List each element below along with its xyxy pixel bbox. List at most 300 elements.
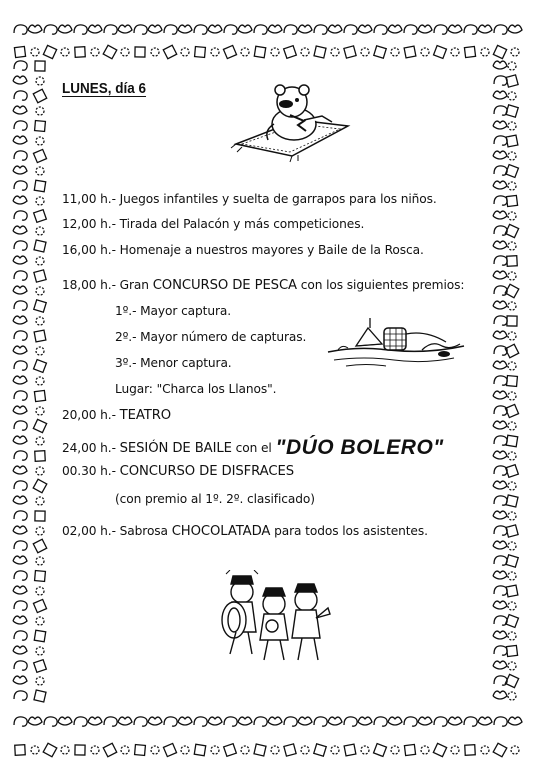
border-ornament — [14, 631, 27, 640]
border-ornament — [34, 240, 46, 252]
border-ornament — [254, 717, 267, 726]
border-ornament — [151, 746, 159, 754]
prize-text: (con premio al 1º. 2º. clasificado) — [115, 492, 315, 506]
border-ornament — [493, 331, 507, 339]
border-ornament — [508, 362, 516, 370]
border-ornament — [493, 391, 507, 399]
border-ornament — [178, 717, 192, 725]
border-ornament — [14, 691, 27, 700]
border-ornament — [36, 377, 44, 385]
border-ornament — [58, 25, 72, 33]
border-ornament — [13, 196, 27, 204]
border-ornament — [506, 585, 518, 597]
border-ornament — [91, 48, 99, 56]
border-ornament — [421, 48, 429, 56]
border-ornament — [181, 48, 189, 56]
border-ornament — [268, 25, 282, 33]
border-ornament — [13, 676, 27, 684]
prize-2 — [115, 330, 306, 344]
border-ornament — [163, 743, 176, 756]
event-text: Tirada del Palacón y más competiciones. — [119, 217, 365, 231]
border-ornament — [374, 46, 386, 58]
border-ornament — [481, 746, 489, 754]
border-ornament — [331, 48, 339, 56]
border-ornament — [13, 646, 27, 654]
border-ornament — [374, 717, 387, 726]
prize-text: 1º.- Mayor captura. — [115, 304, 232, 318]
border-ornament — [61, 746, 69, 754]
border-ornament — [493, 691, 507, 699]
border-ornament — [493, 121, 507, 129]
time: 12,00 h.- — [62, 217, 116, 231]
border-ornament — [238, 25, 252, 33]
border-ornament — [448, 25, 462, 33]
border-ornament — [508, 692, 516, 700]
border-ornament — [13, 406, 27, 414]
border-ornament — [14, 331, 27, 340]
border-ornament — [508, 62, 516, 70]
time: 00.30 h.- — [62, 464, 116, 478]
border-ornament — [134, 717, 147, 726]
border-ornament — [508, 482, 516, 490]
border-ornament — [121, 48, 129, 56]
border-ornament — [33, 479, 47, 493]
border-ornament — [404, 744, 415, 755]
time: 16,00 h.- — [62, 243, 116, 257]
border-ornament — [418, 25, 432, 33]
border-ornament — [88, 717, 102, 725]
border-ornament — [14, 361, 27, 370]
border-ornament — [36, 197, 44, 205]
border-ornament — [508, 632, 516, 640]
border-ornament — [13, 106, 27, 114]
border-ornament — [34, 180, 45, 191]
border-ornament — [361, 746, 369, 754]
border-ornament — [506, 645, 517, 656]
border-ornament — [508, 152, 516, 160]
border-ornament — [361, 48, 369, 56]
border-ornament — [493, 151, 507, 159]
border-ornament — [58, 717, 72, 725]
schedule-line-2 — [62, 217, 364, 231]
border-ornament — [35, 121, 46, 132]
border-ornament — [36, 77, 44, 85]
prize-3 — [115, 356, 232, 370]
border-ornament — [164, 717, 177, 726]
border-ornament — [14, 511, 27, 520]
border-ornament — [388, 25, 402, 33]
border-ornament — [331, 746, 339, 754]
border-ornament — [34, 330, 46, 342]
schedule-line-4 — [62, 278, 464, 293]
border-ornament — [494, 286, 507, 295]
border-ornament — [478, 717, 492, 725]
border-ornament — [344, 25, 357, 34]
border-ornament — [314, 46, 326, 58]
border-ornament — [404, 25, 417, 34]
border-ornament — [34, 270, 46, 282]
border-ornament — [14, 661, 27, 670]
border-ornament — [14, 571, 27, 580]
border-ornament — [208, 717, 222, 725]
border-ornament — [34, 690, 46, 702]
border-ornament — [31, 48, 39, 56]
border-ornament — [44, 25, 57, 34]
border-ornament — [448, 717, 462, 725]
border-ornament — [134, 25, 147, 34]
border-ornament — [494, 106, 507, 115]
border-ornament — [224, 25, 237, 34]
border-ornament — [104, 717, 117, 726]
border-ornament — [493, 451, 507, 459]
border-ornament — [344, 717, 357, 726]
border-ornament — [224, 744, 237, 757]
border-ornament — [211, 746, 219, 754]
border-ornament — [494, 717, 507, 726]
border-ornament — [241, 746, 249, 754]
border-ornament — [13, 616, 27, 624]
border-ornament — [208, 25, 222, 33]
border-ornament — [75, 745, 85, 755]
border-ornament — [388, 717, 402, 725]
border-ornament — [164, 25, 177, 34]
border-ornament — [74, 717, 87, 726]
border-ornament — [34, 390, 45, 401]
border-ornament — [451, 48, 459, 56]
border-ornament — [464, 46, 475, 57]
border-ornament — [88, 25, 102, 33]
border-ornament — [508, 512, 516, 520]
border-ornament — [508, 452, 516, 460]
border-ornament — [13, 256, 27, 264]
border-ornament — [464, 717, 477, 726]
border-ornament — [36, 287, 44, 295]
border-ornament — [36, 257, 44, 265]
border-ornament — [14, 301, 27, 310]
border-ornament — [13, 466, 27, 474]
border-ornament — [493, 61, 507, 69]
border-ornament — [508, 662, 516, 670]
border-ornament — [14, 241, 27, 250]
schedule-line-1 — [62, 192, 437, 206]
border-ornament — [494, 436, 507, 445]
border-ornament — [163, 45, 176, 58]
event-text-post: con los siguientes premios: — [300, 278, 465, 292]
border-ornament — [254, 46, 265, 57]
time: 02,00 h.- — [62, 524, 116, 538]
border-ornament — [13, 496, 27, 504]
border-ornament — [36, 167, 44, 175]
time: 20,00 h.- — [62, 408, 116, 422]
border-ornament — [13, 226, 27, 234]
border-ornament — [14, 391, 27, 400]
border-ornament — [36, 557, 44, 565]
border-ornament — [344, 46, 356, 58]
border-ornament — [36, 617, 44, 625]
border-ornament — [478, 25, 492, 33]
border-ornament — [493, 511, 507, 519]
border-ornament — [14, 91, 27, 100]
border-ornament — [13, 166, 27, 174]
border-ornament — [36, 407, 44, 415]
border-ornament — [33, 539, 46, 552]
border-ornament — [358, 717, 372, 725]
event-text-pre: Gran — [119, 278, 149, 292]
border-ornament — [61, 48, 69, 56]
border-ornament — [508, 422, 516, 430]
border-ornament — [33, 149, 46, 162]
border-ornament — [494, 646, 507, 655]
prize-text: 3º.- Menor captura. — [115, 356, 232, 370]
border-ornament — [13, 556, 27, 564]
border-ornament — [103, 743, 116, 756]
border-ornament — [493, 601, 507, 609]
border-ornament — [284, 25, 297, 34]
border-ornament — [14, 451, 27, 460]
border-ornament — [494, 376, 507, 385]
border-ornament — [404, 46, 416, 58]
border-ornament — [13, 136, 27, 144]
band-name: "DÚO BOLERO" — [275, 436, 444, 459]
border-ornament — [178, 25, 192, 33]
border-ornament — [34, 360, 47, 373]
border-ornament — [36, 467, 44, 475]
schedule-line-5 — [62, 408, 171, 423]
border-ornament — [494, 466, 507, 475]
border-ornament — [404, 717, 417, 726]
border-ornament — [493, 541, 507, 549]
border-ornament — [465, 745, 476, 756]
border-ornament — [494, 136, 507, 145]
border-ornament — [14, 151, 27, 160]
border-ornament — [314, 25, 327, 34]
border-ornament — [301, 746, 309, 754]
border-ornament — [91, 746, 99, 754]
prize-text: 2º.- Mayor número de capturas. — [115, 330, 307, 344]
border-ornament — [14, 541, 27, 550]
border-ornament — [493, 271, 507, 279]
event-highlight: CONCURSO DE PESCA — [152, 278, 297, 293]
border-ornament — [508, 392, 516, 400]
border-ornament — [391, 48, 399, 56]
event-highlight: CONCURSO DE DISFRACES — [119, 464, 294, 479]
border-ornament — [494, 25, 507, 34]
border-ornament — [314, 744, 326, 756]
border-ornament — [238, 717, 252, 725]
bear-carpet-illustration — [228, 82, 360, 164]
border-ornament — [33, 419, 46, 432]
event-text-pre: Sabrosa — [119, 524, 168, 538]
border-ornament — [28, 717, 42, 725]
border-ornament — [328, 717, 342, 725]
border-ornament — [421, 746, 429, 754]
event-text-post: con el — [235, 441, 272, 455]
border-ornament — [36, 107, 44, 115]
border-ornament — [506, 495, 518, 507]
border-ornament — [434, 25, 447, 34]
border-ornament — [34, 210, 47, 223]
border-ornament — [298, 25, 312, 33]
border-ornament — [301, 48, 309, 56]
border-ornament — [494, 346, 507, 355]
border-ornament — [494, 316, 507, 325]
border-ornament — [148, 717, 162, 725]
border-ornament — [75, 47, 86, 58]
border-ornament — [507, 316, 517, 326]
border-ornament — [493, 211, 507, 219]
border-ornament — [508, 242, 516, 250]
border-ornament — [358, 25, 372, 33]
border-ornament — [35, 451, 46, 462]
border-ornament — [508, 572, 516, 580]
border-ornament — [211, 48, 219, 56]
border-ornament — [344, 744, 356, 756]
border-ornament — [118, 25, 132, 33]
border-ornament — [434, 46, 447, 59]
border-ornament — [13, 316, 27, 324]
border-ornament — [36, 587, 44, 595]
border-ornament — [103, 45, 117, 59]
border-ornament — [14, 46, 25, 57]
border-ornament — [494, 586, 507, 595]
border-ornament — [508, 92, 516, 100]
border-ornament — [494, 256, 507, 265]
border-ornament — [493, 361, 507, 369]
border-ornament — [44, 717, 57, 726]
border-ornament — [493, 631, 507, 639]
border-ornament — [271, 48, 279, 56]
border-ornament — [194, 25, 207, 34]
border-ornament — [493, 181, 507, 189]
border-ornament — [506, 435, 517, 446]
border-ornament — [508, 332, 516, 340]
border-ornament — [36, 497, 44, 505]
border-ornament — [28, 25, 42, 33]
border-ornament — [14, 481, 27, 490]
border-ornament — [284, 744, 296, 756]
border-ornament — [35, 571, 46, 582]
border-ornament — [74, 25, 87, 34]
border-ornament — [13, 376, 27, 384]
band-musicians-illustration — [212, 570, 332, 664]
border-ornament — [284, 46, 297, 59]
border-ornament — [374, 25, 387, 34]
border-ornament — [494, 556, 507, 565]
border-ornament — [493, 481, 507, 489]
border-ornament — [508, 182, 516, 190]
border-ornament — [36, 677, 44, 685]
border-ornament — [508, 542, 516, 550]
border-ornament — [36, 647, 44, 655]
border-ornament — [14, 601, 27, 610]
border-ornament — [493, 301, 507, 309]
border-ornament — [194, 717, 207, 726]
border-ornament — [298, 717, 312, 725]
border-ornament — [14, 25, 27, 34]
border-ornament — [13, 586, 27, 594]
border-ornament — [35, 511, 45, 521]
border-ornament — [328, 25, 342, 33]
border-ornament — [14, 181, 27, 190]
border-ornament — [508, 212, 516, 220]
border-ornament — [148, 25, 162, 33]
border-ornament — [14, 421, 27, 430]
border-ornament — [36, 227, 44, 235]
border-ornament — [254, 744, 266, 756]
border-ornament — [223, 45, 236, 58]
border-ornament — [508, 302, 516, 310]
border-ornament — [34, 300, 46, 312]
border-ornament — [135, 47, 145, 57]
border-ornament — [13, 526, 27, 534]
prize-1 — [115, 304, 231, 318]
border-ornament — [506, 135, 518, 147]
border-ornament — [434, 717, 447, 726]
border-ornament — [43, 45, 56, 58]
border-ornament — [36, 137, 44, 145]
border-ornament — [34, 630, 45, 641]
border-ornament — [118, 717, 132, 725]
border-ornament — [511, 746, 519, 754]
border-ornament — [507, 376, 518, 387]
border-ornament — [14, 271, 27, 280]
border-ornament — [36, 527, 44, 535]
border-ornament — [508, 717, 522, 725]
schedule-line-6 — [62, 434, 444, 458]
border-ornament — [507, 256, 518, 267]
border-ornament — [493, 421, 507, 429]
time: 24,00 h.- — [62, 441, 116, 455]
border-ornament — [508, 25, 522, 33]
event-text: Homenaje a nuestros mayores y Baile de la Rosca. — [119, 243, 424, 257]
border-ornament — [195, 47, 206, 58]
costume-prize-line — [115, 492, 315, 506]
border-ornament — [511, 48, 519, 56]
border-ornament — [151, 48, 159, 56]
event-highlight: TEATRO — [119, 408, 172, 423]
border-ornament — [493, 241, 507, 249]
schedule-line-7 — [62, 464, 294, 479]
border-ornament — [508, 122, 516, 130]
border-ornament — [493, 743, 507, 757]
border-ornament — [14, 211, 27, 220]
location-line — [115, 382, 276, 396]
border-ornament — [35, 61, 45, 71]
border-ornament — [481, 48, 489, 56]
border-ornament — [241, 48, 249, 56]
border-ornament — [494, 196, 507, 205]
border-ornament — [506, 195, 517, 206]
event-text: Juegos infantiles y suelta de garrapos para los niños. — [119, 192, 437, 206]
schedule-line-8 — [62, 524, 428, 539]
border-ornament — [36, 437, 44, 445]
border-ornament — [36, 317, 44, 325]
border-ornament — [13, 436, 27, 444]
border-ornament — [433, 743, 446, 756]
border-ornament — [14, 121, 27, 130]
border-ornament — [418, 717, 432, 725]
border-ornament — [104, 25, 117, 34]
border-ornament — [493, 91, 507, 99]
border-ornament — [314, 717, 327, 726]
border-ornament — [284, 717, 297, 726]
border-ornament — [493, 45, 506, 58]
border-ornament — [268, 717, 282, 725]
border-ornament — [14, 717, 27, 726]
border-ornament — [464, 25, 477, 34]
border-ornament — [194, 744, 205, 755]
border-ornament — [135, 745, 146, 756]
